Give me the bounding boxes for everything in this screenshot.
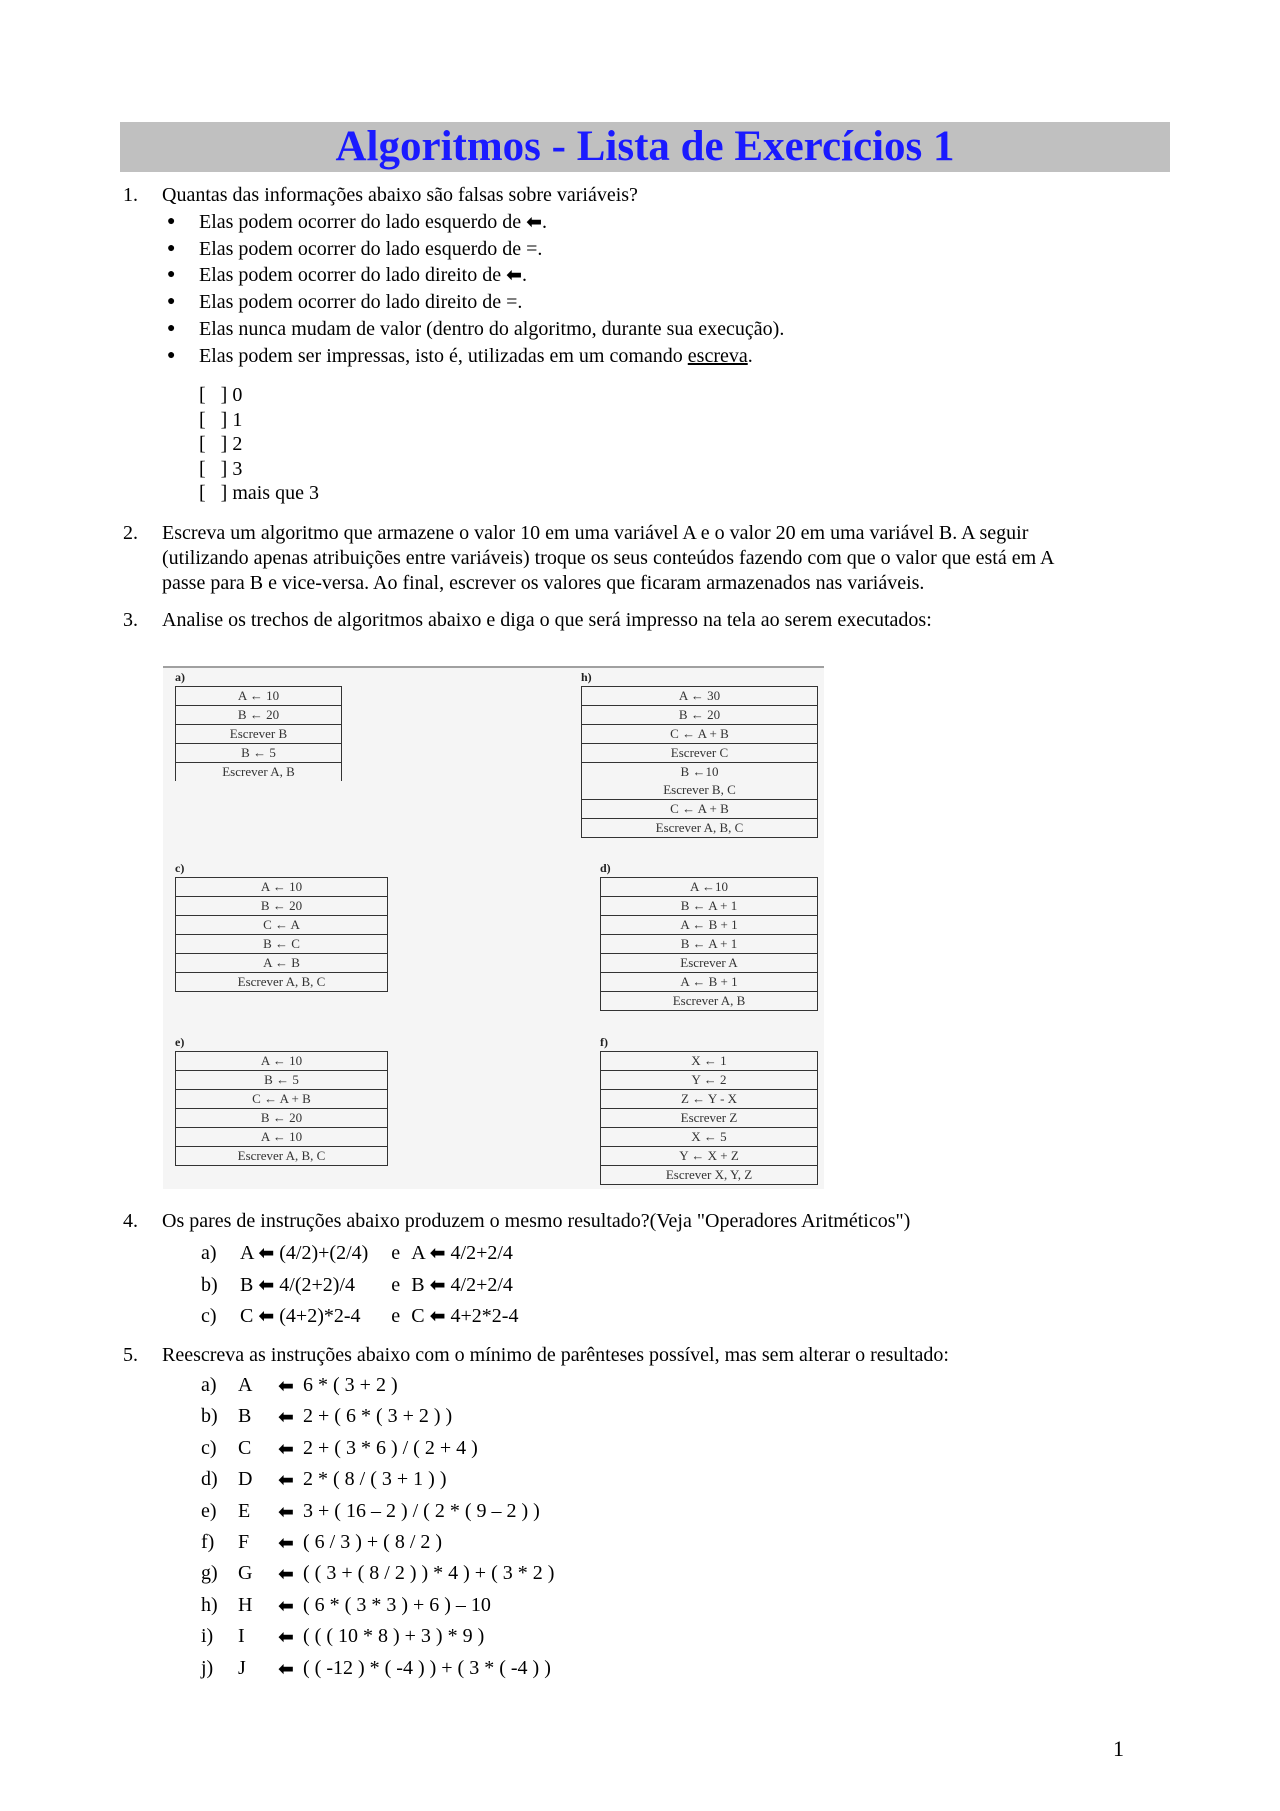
table-row <box>601 916 818 935</box>
left-arrow-icon: ⬅ <box>429 1273 446 1296</box>
table-row <box>582 763 818 800</box>
algorithm-step: Escrever B <box>176 725 342 744</box>
table-row <box>601 1090 818 1109</box>
table-row <box>176 763 342 782</box>
expression: 6 * ( 3 + 2 ) <box>303 1374 398 1396</box>
algorithm-step: X ← 1 <box>601 1052 818 1071</box>
figure-label-d: d) <box>600 861 611 875</box>
left-arrow-icon: ⬅ <box>278 1406 294 1429</box>
figure-label-a: a) <box>175 670 185 684</box>
table-row <box>601 992 818 1011</box>
algorithm-step: Y ← X + Z <box>601 1147 818 1166</box>
list-item <box>167 317 785 341</box>
bullet-text: Elas podem ocorrer do lado direito de =. <box>199 291 523 314</box>
algorithm-step: Z ← Y - X <box>601 1090 818 1109</box>
algorithm-step: Y ← 2 <box>601 1071 818 1090</box>
table-row <box>601 897 818 916</box>
item-letter: i) <box>201 1625 214 1648</box>
expression: (4/2)+(2/4) <box>279 1242 369 1264</box>
bullet-icon: ● <box>167 267 176 283</box>
algorithm-step: B ← 20 <box>582 706 818 725</box>
variable: I <box>238 1625 245 1648</box>
table-row <box>176 687 342 706</box>
question-text: Os pares de instruções abaixo produzem o mesmo resultado?(Veja "Operadores Aritméticos") <box>162 1210 911 1232</box>
bullet-icon: ● <box>167 320 176 336</box>
left-arrow-icon: ⬅ <box>429 1242 446 1264</box>
item-letter: c) <box>201 1436 217 1459</box>
list-item <box>167 264 528 287</box>
left-arrow-icon: ⬅ <box>278 1469 294 1492</box>
question-number: 2. <box>123 522 138 544</box>
algorithm-step: C ← A + B <box>582 725 818 744</box>
algorithm-step: C ← A <box>176 916 388 935</box>
expression: (4+2)*2-4 <box>279 1305 361 1327</box>
table-row <box>176 1109 388 1128</box>
algorithm-step: Escrever A, B <box>601 992 818 1011</box>
left-arrow-icon: ⬅ <box>278 1437 294 1460</box>
algorithm-step: A ← 30 <box>582 687 818 706</box>
separator: e <box>391 1273 401 1296</box>
table-row <box>176 897 388 916</box>
algorithm-table-a <box>175 686 342 781</box>
answer-checkbox-option[interactable]: [ ] 2 <box>199 433 243 456</box>
instruction-pair <box>240 1242 513 1265</box>
algorithm-step: A ← B + 1 <box>601 973 818 992</box>
algorithm-step: C ← A + B <box>582 800 818 819</box>
item-letter: a) <box>201 1242 217 1264</box>
expression: ( ( ( 10 * 8 ) + 3 ) * 9 ) <box>303 1625 485 1648</box>
variable: A <box>411 1242 425 1264</box>
algorithm-step: A ← B + 1 <box>601 916 818 935</box>
table-row <box>601 878 818 897</box>
left-arrow-icon: ⬅ <box>506 264 523 287</box>
algorithm-step: X ← 5 <box>601 1128 818 1147</box>
expression: ( ( 3 + ( 8 / 2 ) ) * 4 ) + ( 3 * 2 ) <box>303 1562 555 1585</box>
list-item <box>167 291 523 314</box>
table-row <box>582 706 818 725</box>
page-title-bar <box>120 122 1170 172</box>
table-row <box>601 1147 818 1166</box>
expression: 4+2*2-4 <box>450 1305 519 1327</box>
algorithm-step: B ← 5 <box>176 1071 388 1090</box>
item-letter: d) <box>201 1468 218 1491</box>
left-arrow-icon: ⬅ <box>278 1532 294 1554</box>
algorithm-step: Escrever Z <box>601 1109 818 1128</box>
list-item <box>167 344 753 368</box>
algorithm-step: A ← B <box>176 954 388 973</box>
expression: 2 * ( 8 / ( 3 + 1 ) ) <box>303 1468 447 1491</box>
table-row <box>601 1109 818 1128</box>
expression: 2 + ( 3 * 6 ) / ( 2 + 4 ) <box>303 1436 478 1459</box>
algorithm-step: Escrever A, B, C <box>582 819 818 838</box>
item-letter: b) <box>201 1273 218 1296</box>
question-text: Analise os trechos de algoritmos abaixo e diga o que será impresso na tela ao serem executados: <box>162 609 932 631</box>
expression: ( 6 * ( 3 * 3 ) + 6 ) – 10 <box>303 1593 491 1616</box>
table-row <box>582 819 818 838</box>
bullet-text-end: . <box>522 264 528 287</box>
algorithm-table-f <box>600 1051 818 1185</box>
left-arrow-icon: ⬅ <box>526 211 543 233</box>
variable: B <box>411 1273 425 1296</box>
table-row <box>176 725 342 744</box>
item-letter: b) <box>201 1405 218 1428</box>
table-row <box>176 935 388 954</box>
item-letter: a) <box>201 1374 217 1396</box>
left-arrow-icon: ⬅ <box>258 1242 275 1264</box>
algorithm-step: C ← A + B <box>176 1090 388 1109</box>
left-arrow-icon: ⬅ <box>429 1305 446 1327</box>
variable: F <box>238 1531 250 1553</box>
bullet-text: Elas podem ocorrer do lado esquerdo de =. <box>199 237 543 260</box>
expression: 4/2+2/4 <box>450 1242 513 1264</box>
separator: e <box>391 1242 401 1264</box>
bullet-text: Elas nunca mudam de valor (dentro do algoritmo, durante sua execução). <box>199 317 785 340</box>
variable: C <box>411 1305 425 1327</box>
answer-checkbox-option[interactable]: [ ] 1 <box>199 408 243 431</box>
table-row <box>582 744 818 763</box>
algorithm-step: A ←10 <box>601 878 818 897</box>
question-text: Quantas das informações abaixo são falsas sobre variáveis? <box>162 184 638 206</box>
table-row <box>601 1052 818 1071</box>
bullet-icon: ● <box>167 214 176 229</box>
table-row <box>582 725 818 744</box>
question-text-line: (utilizando apenas atribuições entre variáveis) troque os seus conteúdos fazendo com que o valor que está em A <box>162 547 1055 569</box>
algorithm-step: A ← 10 <box>176 1052 388 1071</box>
left-arrow-icon: ⬅ <box>278 1375 294 1397</box>
algorithm-step: Escrever A, B <box>176 763 342 782</box>
left-arrow-icon: ⬅ <box>278 1563 294 1586</box>
variable: B <box>240 1273 254 1296</box>
separator: e <box>391 1305 401 1327</box>
table-row <box>601 935 818 954</box>
table-row <box>176 744 342 763</box>
table-row <box>601 1166 818 1185</box>
algorithm-table-h <box>581 686 818 838</box>
item-letter: f) <box>201 1531 215 1553</box>
left-arrow-icon: ⬅ <box>278 1500 294 1523</box>
table-row <box>176 1128 388 1147</box>
algorithm-step: Escrever A, B, C <box>176 1147 388 1166</box>
expression: 2 + ( 6 * ( 3 + 2 ) ) <box>303 1405 453 1428</box>
question-text-line: passe para B e vice-versa. Ao final, escrever os valores que ficaram armazenados nas variáveis. <box>162 572 925 594</box>
left-arrow-icon: ⬅ <box>258 1305 275 1327</box>
item-letter: e) <box>201 1499 217 1522</box>
table-row <box>176 706 342 725</box>
algorithm-step: B ← C <box>176 935 388 954</box>
algorithm-figures <box>163 666 824 1189</box>
question-number: 5. <box>123 1344 138 1366</box>
command-name: escreva <box>687 344 748 367</box>
variable: D <box>238 1468 253 1491</box>
expression: 3 + ( 16 – 2 ) / ( 2 * ( 9 – 2 ) ) <box>303 1499 540 1522</box>
page-title: Algoritmos - Lista de Exercícios 1 <box>335 123 955 170</box>
variable: G <box>238 1562 253 1585</box>
variable: C <box>240 1305 254 1327</box>
algorithm-step: Escrever X, Y, Z <box>601 1166 818 1185</box>
table-row <box>176 916 388 935</box>
algorithm-step: B ← A + 1 <box>601 897 818 916</box>
table-row <box>176 878 388 897</box>
variable: E <box>238 1499 251 1522</box>
question-number: 3. <box>123 609 138 631</box>
table-row <box>176 973 388 992</box>
list-item <box>167 237 543 261</box>
algorithm-step: Escrever A, B, C <box>176 973 388 992</box>
algorithm-table-c <box>175 877 388 992</box>
variable: A <box>238 1374 253 1396</box>
variable: C <box>238 1436 252 1459</box>
algorithm-table-e <box>175 1051 388 1166</box>
variable: H <box>238 1593 253 1616</box>
left-arrow-icon: ⬅ <box>278 1594 294 1617</box>
algorithm-table-d <box>600 877 818 1011</box>
answer-checkbox-option[interactable]: [ ] 0 <box>199 384 243 406</box>
figure-label-f: f) <box>600 1035 608 1049</box>
algorithm-step: A ← 10 <box>176 878 388 897</box>
question-text-line: Escreva um algoritmo que armazene o valor 10 em uma variável A e o valor 20 em uma variável B. A seguir <box>162 522 1029 544</box>
variable: A <box>240 1242 254 1264</box>
algorithm-step: B ← 20 <box>176 897 388 916</box>
instruction-pair <box>240 1305 518 1328</box>
table-row <box>601 973 818 992</box>
algorithm-step: B ← 20 <box>176 1109 388 1128</box>
table-row <box>176 1147 388 1166</box>
left-arrow-icon: ⬅ <box>258 1273 275 1296</box>
question-number: 1. <box>123 184 138 206</box>
algorithm-step: B ← 5 <box>176 744 342 763</box>
algorithm-step: Escrever B, C <box>663 782 736 797</box>
figure-label-h: h) <box>581 670 592 684</box>
variable: B <box>238 1405 252 1428</box>
bullet-text: Elas podem ocorrer do lado esquerdo de <box>199 211 527 233</box>
item-letter: j) <box>201 1656 214 1679</box>
figure-label-c: c) <box>175 861 185 875</box>
expression: 4/2+2/4 <box>450 1273 513 1296</box>
algorithm-step <box>582 763 818 800</box>
table-row <box>176 954 388 973</box>
table-row <box>176 1090 388 1109</box>
bullet-icon: ● <box>167 347 176 363</box>
left-arrow-icon: ⬅ <box>278 1657 294 1680</box>
algorithm-step: Escrever C <box>582 744 818 763</box>
table-row <box>601 954 818 973</box>
bullet-text: Elas podem ser impressas, isto é, utilizadas em um comando <box>199 344 688 367</box>
table-row <box>582 687 818 706</box>
item-letter: g) <box>201 1562 218 1585</box>
expression: ( 6 / 3 ) + ( 8 / 2 ) <box>303 1531 443 1553</box>
page-number: 1 <box>1113 1736 1124 1761</box>
bullet-text-end: . <box>542 211 548 233</box>
algorithm-step: B ← A + 1 <box>601 935 818 954</box>
algorithm-step: Escrever A <box>601 954 818 973</box>
table-row <box>176 1071 388 1090</box>
table-row <box>176 1052 388 1071</box>
item-letter: c) <box>201 1305 217 1327</box>
left-arrow-icon: ⬅ <box>278 1626 294 1649</box>
bullet-text: Elas podem ocorrer do lado direito de <box>199 264 507 287</box>
list-item <box>167 211 548 234</box>
algorithm-step: B ←10 <box>680 764 719 779</box>
table-row <box>601 1071 818 1090</box>
item-letter: h) <box>201 1593 218 1616</box>
instruction-pair <box>240 1274 513 1297</box>
table-row <box>582 800 818 819</box>
question-text: Reescreva as instruções abaixo com o mínimo de parênteses possível, mas sem alterar o resultado: <box>162 1344 949 1366</box>
algorithm-step: A ← 10 <box>176 687 342 706</box>
answer-checkbox-option[interactable]: [ ] mais que 3 <box>199 482 319 505</box>
figure-label-e: e) <box>175 1035 185 1049</box>
algorithm-step: A ← 10 <box>176 1128 388 1147</box>
bullet-icon: ● <box>167 294 176 310</box>
bullet-icon: ● <box>167 240 176 256</box>
bullet-text-end: . <box>747 344 753 367</box>
answer-checkbox-option[interactable]: [ ] 3 <box>199 457 243 480</box>
variable: J <box>238 1656 246 1679</box>
algorithm-step: B ← 20 <box>176 706 342 725</box>
expression: 4/(2+2)/4 <box>279 1273 355 1296</box>
table-row <box>601 1128 818 1147</box>
question-number: 4. <box>123 1210 138 1232</box>
expression: ( ( -12 ) * ( -4 ) ) + ( 3 * ( -4 ) ) <box>303 1656 551 1679</box>
